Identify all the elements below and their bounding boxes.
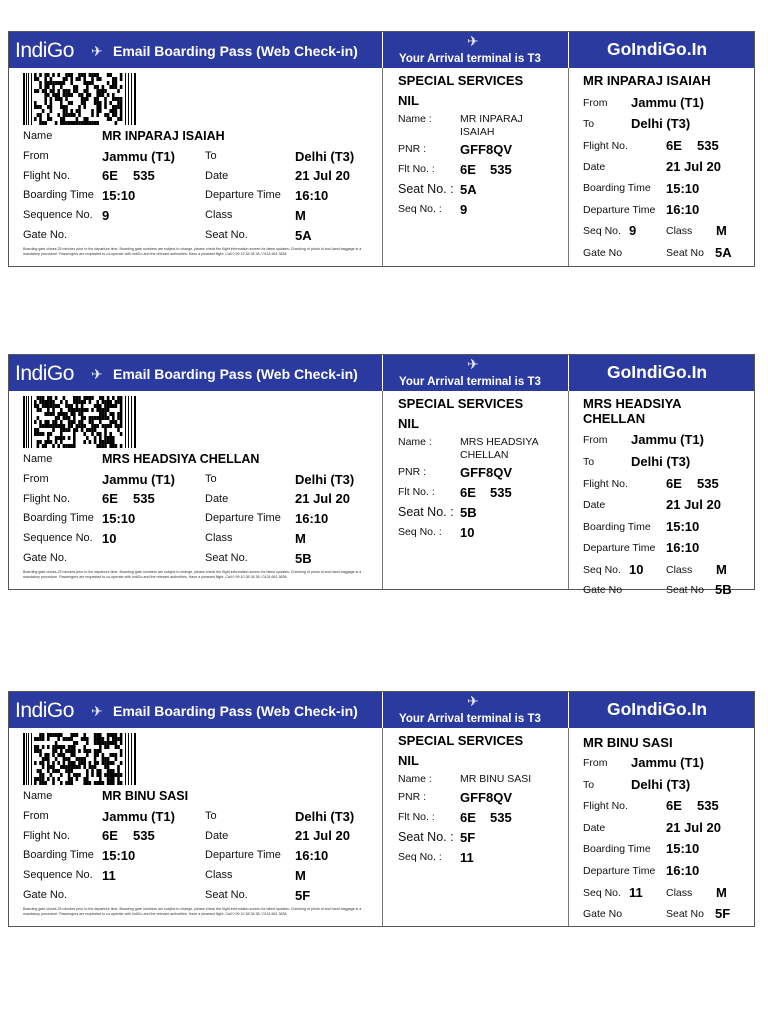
stub-from-label: From [583, 434, 608, 446]
arrival-terminal-text: Your Arrival terminal is T3 [399, 53, 541, 65]
from-value: Jammu (T1) [102, 149, 175, 164]
stub-class-value: M [716, 885, 727, 900]
stub-seq-label: Seq No. [583, 225, 621, 237]
special-services-label: SPECIAL SERVICES [398, 733, 524, 748]
special-services-label: SPECIAL SERVICES [398, 396, 524, 411]
from-value: Jammu (T1) [102, 472, 175, 487]
stub-name-line1: MRS HEADSIYA [583, 396, 682, 411]
date-label: Date [205, 830, 229, 842]
mid-seat-value: 5B [460, 505, 477, 520]
class-label: Class [205, 532, 233, 544]
stub-flight-num: 535 [697, 138, 719, 153]
mid-flight-num: 535 [490, 485, 512, 500]
to-value: Delhi (T3) [295, 149, 355, 164]
boarding-time-label: Boarding Time [23, 849, 94, 861]
stub-departure-value: 16:10 [666, 540, 700, 555]
stub-from-value: Jammu (T1) [631, 95, 704, 110]
name-label: Name [23, 453, 53, 465]
flight-num: 535 [133, 168, 155, 183]
gate-no-label: Gate No. [23, 889, 68, 901]
mid-seat-value: 5F [460, 830, 476, 845]
departure-time-value: 16:10 [295, 848, 329, 863]
barcode-icon [23, 396, 136, 448]
stub-boarding-value: 15:10 [666, 841, 700, 856]
pnr-value: GFF8QV [460, 142, 513, 157]
stub-boarding-value: 15:10 [666, 519, 700, 534]
sequence-no-value: 9 [102, 208, 110, 223]
stub-seq-value: 11 [629, 885, 643, 900]
stub-gate-label: Gate No [583, 247, 623, 259]
to-value: Delhi (T3) [295, 472, 355, 487]
plane-icon: ✈ [467, 33, 479, 49]
stub-gate-label-2: Gate No [583, 584, 623, 596]
plane-icon: ✈ [467, 693, 479, 709]
stub-departure-label: Departure Time [583, 542, 656, 554]
sequence-no-label: Sequence No. [23, 532, 93, 544]
stub-flight-code: 6E [666, 476, 682, 491]
passenger-name: MR BINU SASI [102, 789, 189, 803]
flight-no-label: Flight No. [23, 830, 71, 842]
stub-to-label: To [583, 456, 595, 468]
boarding-time-value: 15:10 [102, 848, 136, 863]
class-label: Class [205, 209, 233, 221]
stub-boarding-label: Boarding Time [583, 182, 651, 194]
mid-flight-num: 535 [490, 810, 512, 825]
mid-seq-label: Seq No. : [398, 526, 442, 538]
plane-icon: ✈ [91, 366, 103, 382]
plane-icon: ✈ [467, 356, 479, 372]
stub-flight-num: 535 [697, 476, 719, 491]
flight-code: 6E [102, 168, 118, 183]
arrival-terminal-text: Your Arrival terminal is T3 [399, 376, 541, 388]
date-value: 21 Jul 20 [295, 168, 350, 183]
stub-seat-value: 5B [715, 582, 732, 597]
barcode-icon [23, 733, 136, 785]
pass-title: Email Boarding Pass (Web Check-in) [113, 366, 358, 382]
class-value: M [295, 208, 306, 223]
to-label: To [205, 150, 217, 162]
stub-flight-code: 6E [666, 138, 682, 153]
sequence-no-value: 10 [102, 531, 117, 546]
stub-from-label: From [583, 97, 608, 109]
boarding-time-value: 15:10 [102, 188, 136, 203]
from-label: From [23, 810, 49, 822]
pass-title: Email Boarding Pass (Web Check-in) [113, 703, 358, 719]
stub-name-line2: CHELLAN [583, 411, 646, 426]
seat-no-value: 5A [295, 228, 312, 243]
stub-flight-code: 6E [666, 798, 682, 813]
boarding-pass-3 [8, 691, 755, 927]
pnr-label: PNR : [398, 791, 427, 803]
stub-date-label: Date [583, 161, 606, 173]
flight-no-label: Flight No. [23, 493, 71, 505]
fine-print: Boarding gate closes 25 minutes prior to the departure time. Boarding gate numbers are subject to change, please check the flight information screen for latest updates. Checking of photo id and hand baggage is a mandatory procedure. Passengers are requested to co-operate with IndiGo and the relevant authorities. Have a pleasant flight. Call 0 99 10 38 38 38 / 0124 661 3838 [23, 570, 362, 579]
flight-num: 535 [133, 828, 155, 843]
stub-flight-label: Flight No. [583, 478, 628, 490]
indigo-logo: IndiGo [15, 39, 74, 62]
departure-time-label: Departure Time [205, 849, 281, 861]
special-services-value: NIL [398, 416, 419, 431]
stub-class-label: Class [666, 887, 693, 899]
mid-name-line2: ISAIAH [460, 126, 495, 138]
boarding-time-label: Boarding Time [23, 512, 94, 524]
mid-flight-code: 6E [460, 810, 476, 825]
fine-print: Boarding gate closes 25 minutes prior to the departure time. Boarding gate numbers are subject to change, please check the flight information screen for latest updates. Checking of photo id and hand baggage is a mandatory procedure. Passengers are requested to co-operate with IndiGo and the relevant authorities. Have a pleasant flight. Call 0 99 10 38 38 38 / 0124 661 3838 [23, 907, 362, 916]
stub-date-value: 21 Jul 20 [666, 159, 721, 174]
stub-passenger-name: MR INPARAJ ISAIAH [583, 73, 711, 88]
mid-flight-num: 535 [490, 162, 512, 177]
mid-name-line2: CHELLAN [460, 449, 509, 461]
departure-time-value: 16:10 [295, 188, 329, 203]
indigo-logo: IndiGo [15, 362, 74, 385]
seat-no-value: 5F [295, 888, 311, 903]
mid-seat-label: Seat No. : [398, 505, 454, 519]
plane-icon: ✈ [91, 43, 103, 59]
stub-gate-label: Gate No [583, 908, 623, 920]
mid-seat-value: 5A [460, 182, 477, 197]
boarding-pass-2 [8, 354, 755, 597]
boarding-time-value: 15:10 [102, 511, 136, 526]
mid-seq-value: 11 [460, 850, 474, 865]
mid-name-line1: MR BINU SASI [460, 773, 532, 785]
departure-time-label: Departure Time [205, 189, 281, 201]
mid-name-label: Name : [398, 436, 432, 448]
gate-no-label: Gate No. [23, 229, 68, 241]
stub-class-label: Class [666, 564, 693, 576]
pnr-value: GFF8QV [460, 465, 513, 480]
seat-no-label: Seat No. [205, 552, 248, 564]
stub-departure-label: Departure Time [583, 204, 656, 216]
stub-departure-value: 16:10 [666, 202, 700, 217]
passenger-name: MRS HEADSIYA CHELLAN [102, 452, 260, 466]
gate-no-label: Gate No. [23, 552, 68, 564]
to-value: Delhi (T3) [295, 809, 355, 824]
stub-to-value: Delhi (T3) [631, 454, 691, 469]
special-services-label: SPECIAL SERVICES [398, 73, 524, 88]
stub-to-value: Delhi (T3) [631, 116, 691, 131]
mid-name-line1: MRS HEADSIYA [460, 436, 539, 448]
pass-header [9, 355, 754, 391]
stub-date-value: 21 Jul 20 [666, 497, 721, 512]
stub-seat-value: 5A [715, 245, 732, 260]
from-label: From [23, 473, 49, 485]
stub-date-label: Date [583, 499, 606, 511]
date-label: Date [205, 493, 229, 505]
barcode-icon [23, 73, 136, 125]
stub-from-value: Jammu (T1) [631, 432, 704, 447]
departure-time-label: Departure Time [205, 512, 281, 524]
flight-no-label: Flight No. [23, 170, 71, 182]
class-value: M [295, 531, 306, 546]
stub-class-value: M [716, 562, 727, 577]
stub-flight-num: 535 [697, 798, 719, 813]
stub-seq-label: Seq No. [583, 887, 621, 899]
mid-seq-value: 10 [460, 525, 475, 540]
stub-from-value: Jammu (T1) [631, 755, 704, 770]
pnr-label: PNR : [398, 143, 427, 155]
stub-seat-label: Seat No [666, 584, 704, 596]
flight-num: 535 [133, 491, 155, 506]
flt-no-label: Flt No. : [398, 486, 435, 498]
plane-icon: ✈ [91, 703, 103, 719]
sequence-no-label: Sequence No. [23, 869, 93, 881]
stub-to-label: To [583, 779, 595, 791]
flight-code: 6E [102, 828, 118, 843]
pnr-label: PNR : [398, 466, 427, 478]
brand-link[interactable]: GoIndiGo.In [607, 362, 708, 382]
stub-boarding-label: Boarding Time [583, 521, 651, 533]
from-label: From [23, 150, 49, 162]
stub-seat-label: Seat No [666, 908, 704, 920]
sequence-no-label: Sequence No. [23, 209, 93, 221]
stub-flight-label: Flight No. [583, 140, 628, 152]
stub-passenger-name: MR BINU SASI [583, 735, 673, 750]
date-label: Date [205, 170, 229, 182]
stub-departure-label: Departure Time [583, 865, 656, 877]
seat-no-value: 5B [295, 551, 312, 566]
mid-seq-label: Seq No. : [398, 203, 442, 215]
flt-no-label: Flt No. : [398, 811, 435, 823]
mid-seq-label: Seq No. : [398, 851, 442, 863]
stub-to-label: To [583, 118, 595, 130]
mid-flight-code: 6E [460, 485, 476, 500]
stub-to-value: Delhi (T3) [631, 777, 691, 792]
pass-header [9, 32, 754, 68]
name-label: Name [23, 130, 53, 142]
from-value: Jammu (T1) [102, 809, 175, 824]
mid-seat-label: Seat No. : [398, 830, 454, 844]
stub-from-label: From [583, 757, 608, 769]
passenger-name: MR INPARAJ ISAIAH [102, 129, 225, 143]
indigo-logo: IndiGo [15, 699, 74, 722]
stub-seat-value: 5F [715, 906, 731, 921]
special-services-value: NIL [398, 753, 419, 768]
stub-date-label: Date [583, 822, 606, 834]
date-value: 21 Jul 20 [295, 828, 350, 843]
flight-code: 6E [102, 491, 118, 506]
mid-name-label: Name : [398, 113, 432, 125]
stub-class-label: Class [666, 225, 693, 237]
stub-seat-label: Seat No [666, 247, 704, 259]
stub-flight-label: Flight No. [583, 800, 628, 812]
stub-boarding-label: Boarding Time [583, 843, 651, 855]
seat-no-label: Seat No. [205, 229, 248, 241]
boarding-pass-1 [8, 31, 755, 267]
arrival-terminal-text: Your Arrival terminal is T3 [399, 713, 541, 725]
mid-name-line1: MR INPARAJ [460, 113, 523, 125]
stub-seq-value: 9 [629, 223, 637, 238]
mid-seq-value: 9 [460, 202, 468, 217]
class-label: Class [205, 869, 233, 881]
departure-time-value: 16:10 [295, 511, 329, 526]
date-value: 21 Jul 20 [295, 491, 350, 506]
stub-boarding-value: 15:10 [666, 181, 700, 196]
seat-no-label: Seat No. [205, 889, 248, 901]
to-label: To [205, 473, 217, 485]
flt-no-label: Flt No. : [398, 163, 435, 175]
name-label: Name [23, 790, 53, 802]
boarding-time-label: Boarding Time [23, 189, 94, 201]
class-value: M [295, 868, 306, 883]
stub-class-value: M [716, 223, 727, 238]
mid-seat-label: Seat No. : [398, 182, 454, 196]
stub-seq-label: Seq No. [583, 564, 621, 576]
sequence-no-value: 11 [102, 868, 116, 883]
stub-seq-value: 10 [629, 562, 644, 577]
to-label: To [205, 810, 217, 822]
pass-header [9, 692, 754, 728]
stub-date-value: 21 Jul 20 [666, 820, 721, 835]
brand-link[interactable]: GoIndiGo.In [607, 699, 708, 719]
pnr-value: GFF8QV [460, 790, 513, 805]
pass-title: Email Boarding Pass (Web Check-in) [113, 43, 358, 59]
brand-link[interactable]: GoIndiGo.In [607, 39, 708, 59]
mid-flight-code: 6E [460, 162, 476, 177]
fine-print: Boarding gate closes 25 minutes prior to the departure time. Boarding gate numbers are subject to change, please check the flight information screen for latest updates. Checking of photo id and hand baggage is a mandatory procedure. Passengers are requested to co-operate with IndiGo and the relevant authorities. Have a pleasant flight. Call 0 99 10 38 38 38 / 0124 661 3838 [23, 247, 362, 256]
mid-name-label: Name : [398, 773, 432, 785]
special-services-value: NIL [398, 93, 419, 108]
stub-departure-value: 16:10 [666, 863, 700, 878]
